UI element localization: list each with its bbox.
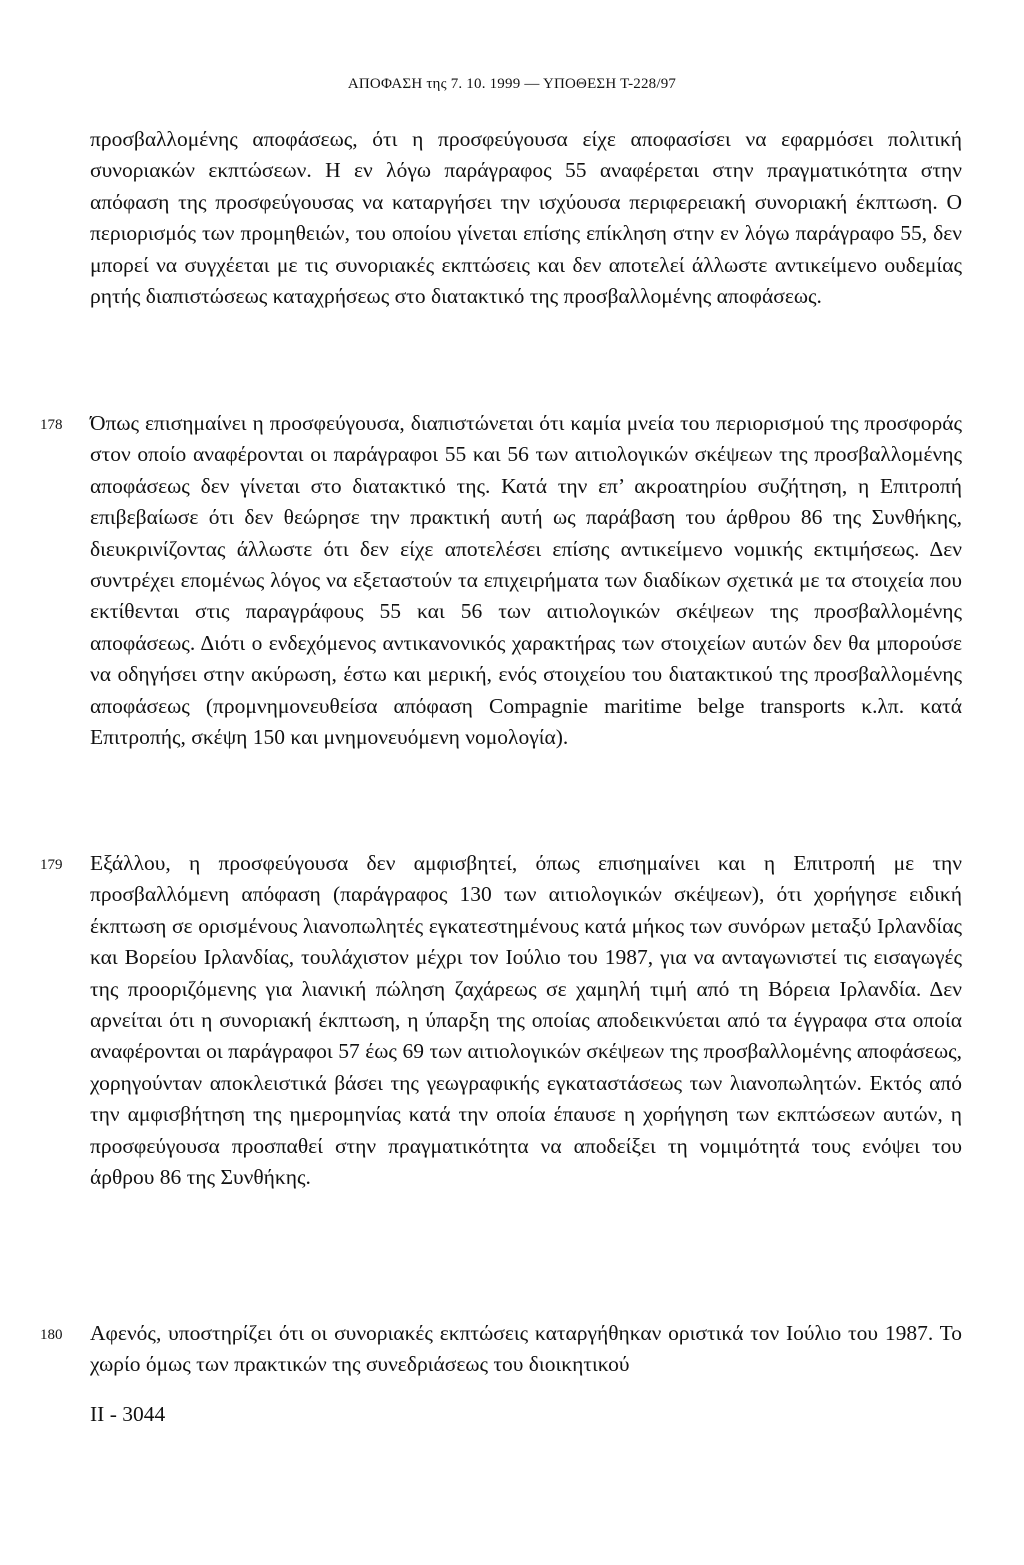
paragraph-179: Εξάλλου, η προσφεύγουσα δεν αμφισβητεί, όπως επισημαίνει και η Επιτροπή με την προσβαλλόμενη απόφαση (παράγραφος 130 των αιτιολογικών σκέψεων), ότι χορήγησε ειδική έκπτωση σε ορισμένους λιανοπωλητές εγκατεστημένους κατά μήκος των συνόρων μεταξύ Ιρλανδίας και Βορείου Ιρλανδίας, τουλάχιστον μέχρι τον Ιούλιο του 1987, για να ανταγωνιστεί τις εισαγωγές της προοριζόμενης για λιανική πώληση ζαχάρεως σε χαμηλή τιμή από τη Βόρεια Ιρλανδία. Δεν αρνείται ότι η συνοριακή έκπτωση, η ύπαρξη της οποίας αποδεικνύεται από τα έγγραφα στα οποία αναφέρονται οι παράγραφοι 57 έως 69 των αιτιολογικών σκέψεων της προσβαλλομένης αποφάσεως, χορηγούνταν αποκλειστικά βάσει της γεωγραφικής εγκαταστάσεως των λιανοπωλητών. Εκτός από την αμφισβήτηση της ημερομηνίας κατά την οποία έπαυσε η χορήγηση των εκπτώσεων αυτών, η προσφεύγουσα προσπαθεί στην πραγματικότητα να αποδείξει τη νομιμότητά τους ενόψει του άρθρου 86 της Συνθήκης. — [90, 851, 962, 1190]
paragraph-number-180: 180 — [40, 1327, 63, 1343]
running-header: ΑΠΟΦΑΣΗ της 7. 10. 1999 — ΥΠΟΘΕΣΗ Τ-228/97 — [347, 76, 677, 92]
paragraph-178: Όπως επισημαίνει η προσφεύγουσα, διαπιστώνεται ότι καμία μνεία του περιορισμού της προσφοράς στον οποίο αναφέρονται οι παράγραφοι 55 και 56 των αιτιολογικών σκέψεων της προσβαλλομένης αποφάσεως δεν γίνεται στο διατακτικό της. Κατά την επ’ ακροατηρίου συζήτηση, η Επιτροπή επιβεβαίωσε ότι δεν θεώρησε την πρακτική αυτή ως παράβαση του άρθρου 86 της Συνθήκης, διευκρινίζοντας άλλωστε ότι δεν είχε αποτελέσει επίσης αντικείμενο νομικής εκτιμήσεως. Δεν συντρέχει επομένως λόγος να εξεταστούν τα επιχειρήματα των διαδίκων σχετικά με τα στοιχεία που εκτίθενται στις παραγράφους 55 και 56 των αιτιολογικών σκέψεων της προσβαλλομένης αποφάσεως. Διότι ο ενδεχόμενος αντικανονικός χαρακτήρας των στοιχείων αυτών δεν θα μπορούσε να οδηγήσει στην ακύρωση, έστω και μερική, ενός στοιχείου του διατακτικού της προσβαλλομένης αποφάσεως (προμνημονευθείσα απόφαση Compagnie maritime belge transports κ.λπ. κατά Επιτροπής, σκέψη 150 και μνημονευόμενη νομολογία). — [90, 411, 962, 750]
paragraph-number-179: 179 — [40, 857, 63, 873]
paragraph-180: Αφενός, υποστηρίζει ότι οι συνοριακές εκπτώσεις καταργήθηκαν οριστικά τον Ιούλιο του 1987. Το χωρίο όμως των πρακτικών της συνεδριάσεως του διοικητικού — [90, 1321, 962, 1377]
paragraph-continuation: προσβαλλομένης αποφάσεως, ότι η προσφεύγουσα είχε αποφασίσει να εφαρμόσει πολιτική συνοριακών εκπτώσεων. Η εν λόγω παράγραφος 55 αναφέρεται στην πραγματικότητα στην απόφαση της προσφεύγουσας να καταργήσει την ισχύουσα περιφερειακή συνοριακή έκπτωση. Ο περιορισμός των προμηθειών, του οποίου γίνεται επίσης επίκληση στην εν λόγω παράγραφο 55, δεν μπορεί να συγχέεται με τις συνοριακές εκπτώσεις και δεν αποτελεί άλλωστε αντικείμενο ουδεμίας ρητής διαπιστώσεως καταχρήσεως στο διατακτικό της προσβαλλομένης αποφάσεως. — [90, 127, 962, 309]
page-number: II - 3044 — [90, 1402, 166, 1426]
paragraph-number-178: 178 — [40, 417, 63, 433]
